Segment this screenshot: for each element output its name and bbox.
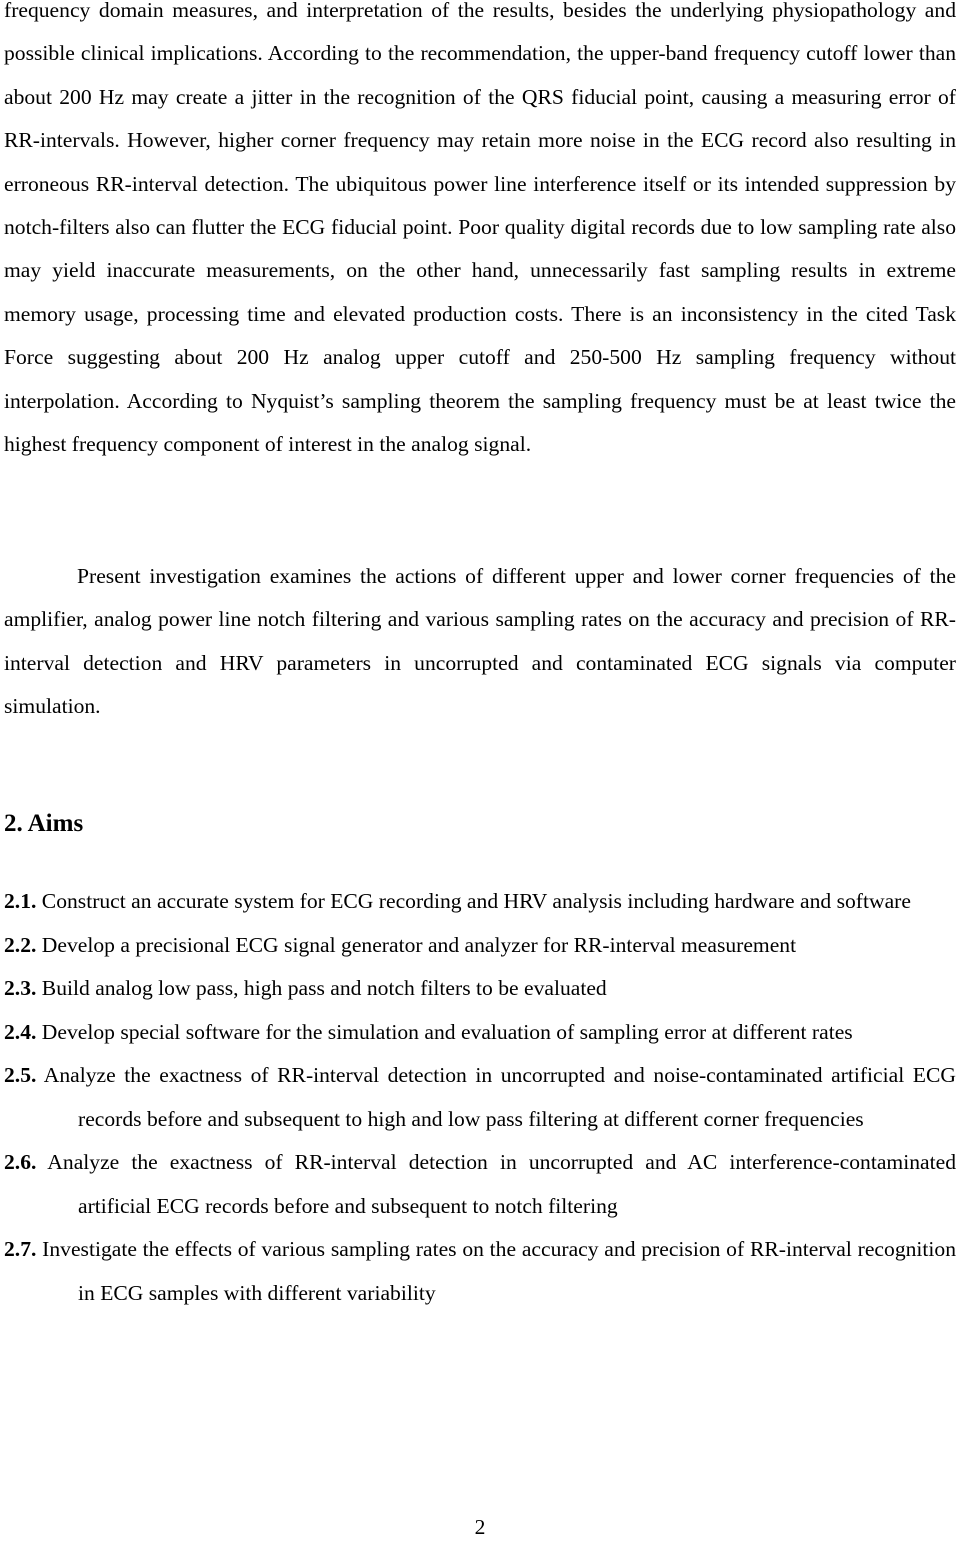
aim-number: 2.5.	[4, 1063, 37, 1087]
aim-number: 2.3.	[4, 976, 37, 1000]
list-item	[4, 1011, 956, 1055]
aim-text: Analyze the exactness of RR-interval detection in uncorrupted and AC interference-contaminated artificial ECG records before and subsequent to notch filtering	[47, 1150, 956, 1218]
body-paragraph-2: Present investigation examines the actions of different upper and lower corner frequencies of the amplifier, analog power line notch filtering and various sampling rates on the accuracy and precision of RR-interval detection and HRV parameters in uncorrupted and contaminated ECG signals via computer simulation.	[4, 564, 956, 719]
aim-text: Build analog low pass, high pass and notch filters to be evaluated	[41, 976, 607, 1000]
aims-list	[4, 880, 956, 1315]
list-item	[4, 967, 956, 1011]
aim-text: Develop a precisional ECG signal generator and analyzer for RR-interval measurement	[41, 932, 797, 957]
aim-text: Develop special software for the simulation and evaluation of sampling error at different rates	[41, 1019, 853, 1044]
list-item	[4, 924, 956, 968]
aim-text: Investigate the effects of various sampling rates on the accuracy and precision of RR-interval recognition in ECG samples with different variability	[42, 1237, 957, 1305]
aim-number: 2.4.	[4, 1019, 37, 1044]
section-heading: 2. Aims	[4, 810, 84, 837]
aim-number: 2.6.	[4, 1150, 37, 1174]
list-item	[4, 1228, 956, 1315]
list-item	[4, 1141, 956, 1228]
body-paragraph-1: frequency domain measures, and interpretation of the results, besides the underlying physiopathology and possible clinical implications. According to the recommendation, the upper-band frequency cutoff lower than about 200 Hz may create a jitter in the recognition of the QRS fiducial point, causing a measuring error of RR-intervals. However, higher corner frequency may retain more noise in the ECG record also resulting in erroneous RR-interval detection. The ubiquitous power line interference itself or its intended suppression by notch-filters also can flutter the ECG fiducial point. Poor quality digital records due to low sampling rate also may yield inaccurate measurements, on the other hand, unnecessarily fast sampling results in extreme memory usage, processing time and elevated production costs. There is an inconsistency in the cited Task Force suggesting about 200 Hz analog upper cutoff and 250-500 Hz sampling frequency without interpolation. According to Nyquist’s sampling theorem the sampling frequency must be at least twice the highest frequency component of interest in the analog signal.	[4, 0, 956, 457]
list-item	[4, 880, 956, 924]
page-number: 2	[474, 1515, 486, 1539]
aim-text: Analyze the exactness of RR-interval detection in uncorrupted and noise-contaminated artificial ECG records before and subsequent to high and low pass filtering at different corner frequencies	[43, 1063, 956, 1131]
aim-text: Construct an accurate system for ECG recording and HRV analysis including hardware and software	[41, 889, 911, 913]
aim-number: 2.2.	[4, 932, 37, 957]
list-item	[4, 1054, 956, 1141]
aim-number: 2.1.	[4, 889, 37, 913]
aim-number: 2.7.	[4, 1237, 37, 1261]
